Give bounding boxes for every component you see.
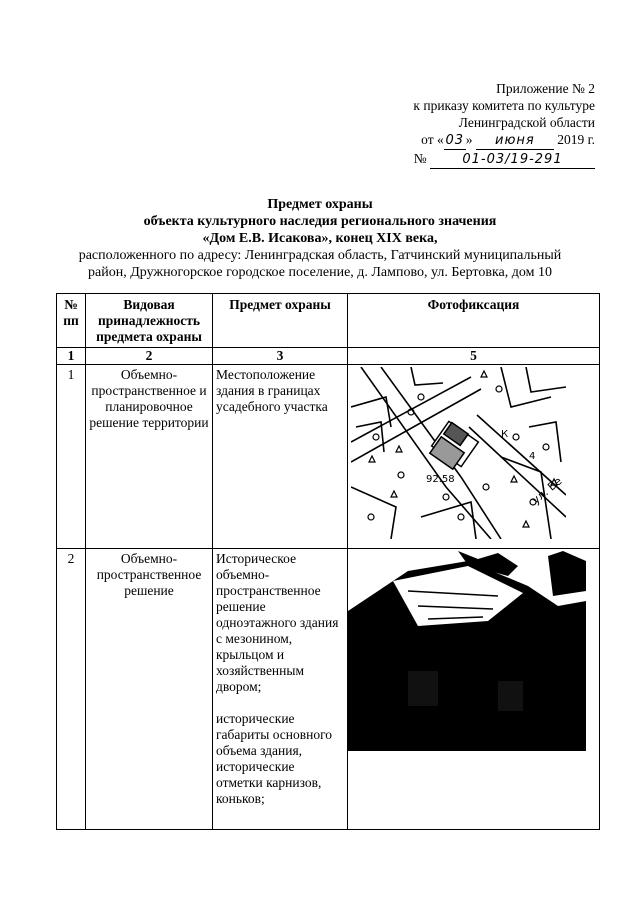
- date-day: 03: [445, 133, 464, 148]
- building-photo: [348, 551, 586, 751]
- site-plan-map: [351, 367, 566, 539]
- header-kind: Видовая принадлежность предмета охраны: [86, 294, 213, 348]
- heading-title: Предмет охраны: [267, 197, 373, 212]
- heading-address-2: район, Дружногорское городское поселение, д. Лампово, ул. Бертовка, дом 10: [88, 265, 552, 280]
- date-year: 2019 г.: [557, 132, 595, 147]
- heading-address-1: расположенного по адресу: Ленинградская область, Гатчинский муниципальный: [78, 248, 562, 263]
- table-row: [57, 549, 600, 830]
- number-prefix: №: [413, 151, 427, 166]
- column-number-1: 1: [57, 348, 86, 365]
- header-number: № пп: [57, 294, 86, 348]
- header-subject: Предмет охраны: [213, 294, 348, 348]
- map-elevation-label: 92.58: [426, 474, 455, 485]
- number-value: 01-03/19-291: [430, 151, 595, 169]
- row-subject-paragraph-2: исторические габариты основного объема здания, исторические отметки карнизов, коньков;: [216, 711, 333, 806]
- heading-subtitle: объекта культурного наследия регионального значения: [143, 214, 497, 229]
- appendix-line-1: Приложение № 2: [496, 81, 595, 96]
- row-subject: [213, 549, 348, 830]
- row-subject: Местоположение здания в границах усадебного участка: [213, 365, 348, 549]
- date-month: июня: [476, 132, 554, 150]
- column-number-3: 3: [213, 348, 348, 365]
- appendix-line-2: к приказу комитета по культуре: [413, 98, 595, 113]
- date-prefix: от «: [421, 132, 444, 147]
- table-header-row: [57, 294, 600, 348]
- column-number-5: 5: [348, 348, 600, 365]
- row-kind: Объемно-пространственное и планировочное решение территории: [86, 365, 213, 549]
- table-row: [57, 365, 600, 549]
- row-kind: Объемно-пространственное решение: [86, 549, 213, 830]
- map-street-label: ул. Бе: [529, 474, 565, 507]
- protection-table: [56, 293, 600, 830]
- map-lot-label: 4: [529, 451, 536, 462]
- photo-cell: [348, 549, 600, 830]
- map-marker-label: К: [501, 429, 509, 440]
- heading-object-name: «Дом Е.В. Исакова», конец XIX века,: [202, 231, 438, 246]
- appendix-number: [413, 150, 595, 169]
- document-heading: [20, 196, 620, 281]
- column-numbers-row: [57, 348, 600, 365]
- row-subject-paragraph-1: Историческое объемно-пространственное решение одноэтажного здания с мезонином, крыльцом и хозяйственным двором;: [216, 551, 339, 694]
- column-number-2: 2: [86, 348, 213, 365]
- date-mid: »: [465, 132, 473, 147]
- appendix-line-3: Ленинградской области: [458, 115, 595, 130]
- header-photo: Фотофиксация: [348, 294, 600, 348]
- row-number: 2: [57, 549, 86, 830]
- row-number: 1: [57, 365, 86, 549]
- photo-cell: [348, 365, 600, 549]
- appendix-date: [413, 131, 595, 150]
- appendix-block: [413, 80, 595, 169]
